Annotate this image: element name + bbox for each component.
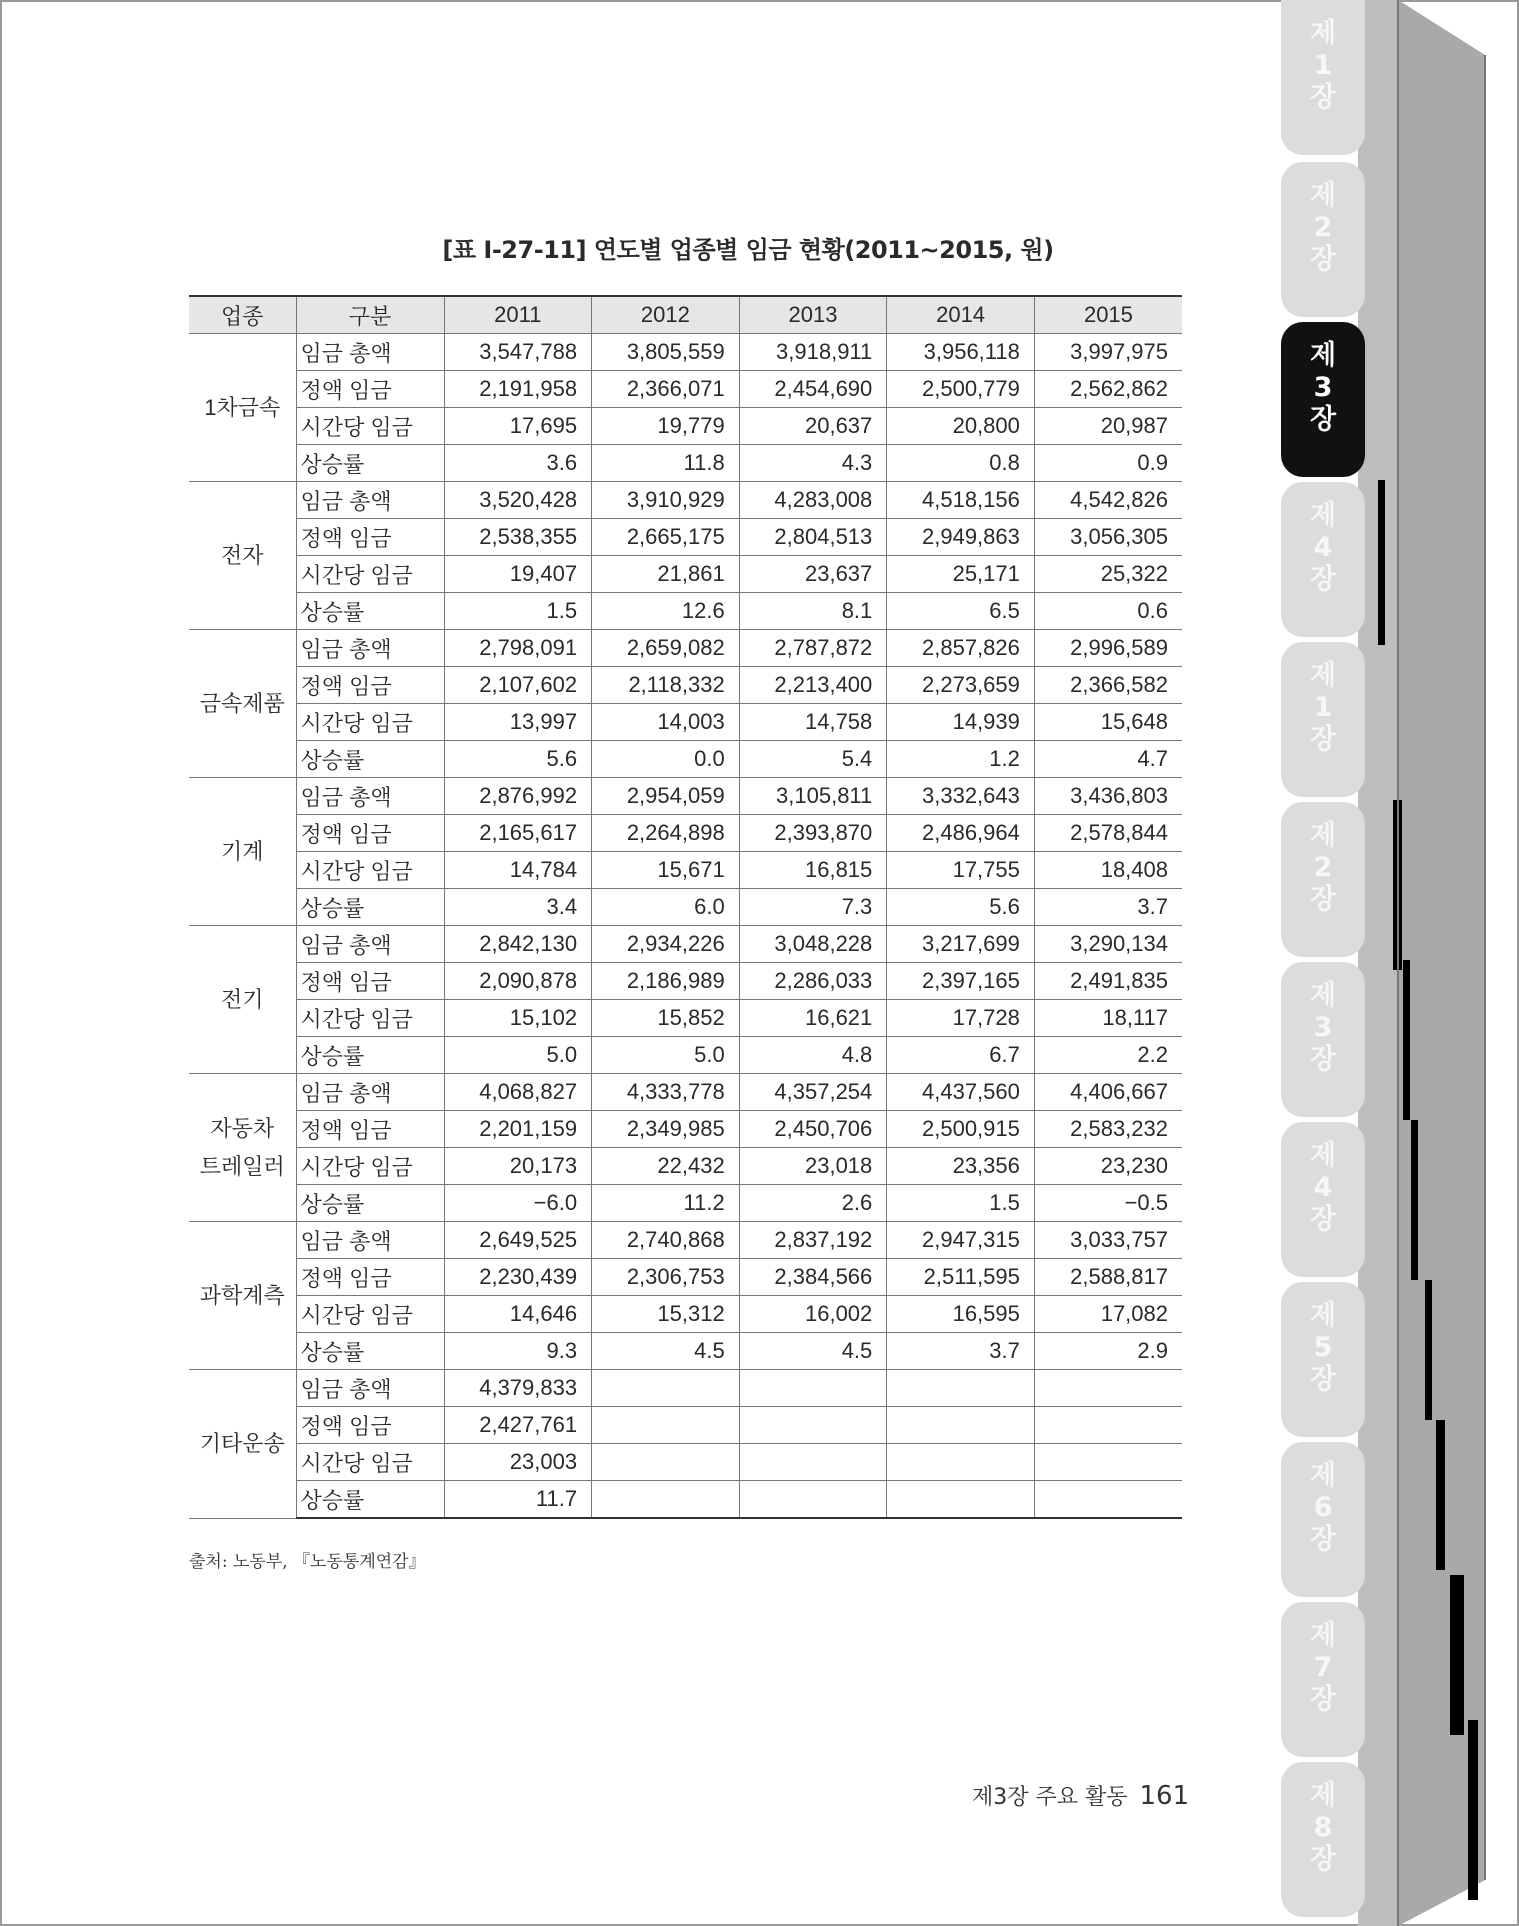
table-row xyxy=(189,1148,1182,1185)
column-header: 2014 xyxy=(887,296,1035,334)
category-cell: 상승률 xyxy=(296,593,444,630)
table-row xyxy=(189,1074,1182,1111)
category-cell: 상승률 xyxy=(296,1481,444,1519)
value-cell: 2,954,059 xyxy=(592,778,740,815)
chapter-tab-char: 5 xyxy=(1313,1332,1333,1363)
table-title: [표 Ⅰ-27-11] 연도별 업종별 임금 현황(2011~2015, 원) xyxy=(442,236,1054,264)
value-cell: 2,500,779 xyxy=(887,371,1035,408)
table-row xyxy=(189,1296,1182,1333)
value-cell: 18,117 xyxy=(1034,1000,1182,1037)
chapter-tab-char: 7 xyxy=(1313,1652,1333,1683)
industry-cell: 1차금속 xyxy=(189,334,296,482)
chapter-tab-char: 제 xyxy=(1309,1460,1337,1491)
chapter-tab-char: 제 xyxy=(1309,660,1337,691)
category-cell: 정액 임금 xyxy=(296,1111,444,1148)
table-row xyxy=(189,1259,1182,1296)
value-cell: 21,861 xyxy=(592,556,740,593)
value-cell: 3,956,118 xyxy=(887,334,1035,371)
value-cell: 2,511,595 xyxy=(887,1259,1035,1296)
value-cell: 4.5 xyxy=(739,1333,887,1370)
value-cell: 5.6 xyxy=(887,889,1035,926)
value-cell: 2,393,870 xyxy=(739,815,887,852)
value-cell: 2,118,332 xyxy=(592,667,740,704)
value-cell: 2,191,958 xyxy=(444,371,592,408)
value-cell: 1.5 xyxy=(887,1185,1035,1222)
value-cell: 2,454,690 xyxy=(739,371,887,408)
value-cell: 4,283,008 xyxy=(739,482,887,519)
value-cell: 2,996,589 xyxy=(1034,630,1182,667)
value-cell: 20,637 xyxy=(739,408,887,445)
value-cell xyxy=(739,1481,887,1519)
value-cell: 3,520,428 xyxy=(444,482,592,519)
value-cell: 20,800 xyxy=(887,408,1035,445)
value-cell: 4,406,667 xyxy=(1034,1074,1182,1111)
page-footer xyxy=(972,1780,1189,1811)
industry-cell: 전기 xyxy=(189,926,296,1074)
value-cell: 2,366,582 xyxy=(1034,667,1182,704)
table-row xyxy=(189,667,1182,704)
chapter-tab-char: 제 xyxy=(1309,820,1337,851)
value-cell: 0.0 xyxy=(592,741,740,778)
value-cell: 2,186,989 xyxy=(592,963,740,1000)
chapter-tab-char: 제 xyxy=(1309,1300,1337,1331)
category-cell: 정액 임금 xyxy=(296,1259,444,1296)
value-cell: 2,366,071 xyxy=(592,371,740,408)
value-cell: 17,082 xyxy=(1034,1296,1182,1333)
value-cell: 1.2 xyxy=(887,741,1035,778)
table-row xyxy=(189,963,1182,1000)
value-cell: 3,048,228 xyxy=(739,926,887,963)
value-cell: 2,842,130 xyxy=(444,926,592,963)
table-row xyxy=(189,1222,1182,1259)
value-cell: 5.4 xyxy=(739,741,887,778)
value-cell: 3.6 xyxy=(444,445,592,482)
value-cell: 16,621 xyxy=(739,1000,887,1037)
table-row xyxy=(189,630,1182,667)
value-cell: 2,588,817 xyxy=(1034,1259,1182,1296)
table-row xyxy=(189,1000,1182,1037)
value-cell: 23,230 xyxy=(1034,1148,1182,1185)
value-cell: 2,649,525 xyxy=(444,1222,592,1259)
table-row xyxy=(189,482,1182,519)
value-cell: 2,659,082 xyxy=(592,630,740,667)
table-row xyxy=(189,778,1182,815)
value-cell: 4.8 xyxy=(739,1037,887,1074)
chapter-tab-char: 제 xyxy=(1309,180,1337,211)
value-cell: 13,997 xyxy=(444,704,592,741)
value-cell: 0.8 xyxy=(887,445,1035,482)
value-cell: 11.8 xyxy=(592,445,740,482)
value-cell: 3,105,811 xyxy=(739,778,887,815)
value-cell: 0.6 xyxy=(1034,593,1182,630)
chapter-tab-char: 장 xyxy=(1309,1524,1337,1555)
value-cell xyxy=(739,1444,887,1481)
table-row xyxy=(189,371,1182,408)
category-cell: 시간당 임금 xyxy=(296,704,444,741)
industry-cell: 과학계측 xyxy=(189,1222,296,1370)
table-row xyxy=(189,1370,1182,1407)
table-row xyxy=(189,815,1182,852)
value-cell: 23,637 xyxy=(739,556,887,593)
table-row xyxy=(189,408,1182,445)
value-cell: 3,332,643 xyxy=(887,778,1035,815)
value-cell xyxy=(592,1481,740,1519)
chapter-tab-char: 장 xyxy=(1309,1044,1337,1075)
table-row xyxy=(189,519,1182,556)
chapter-tab[interactable] xyxy=(1281,1442,1365,1597)
value-cell: 2,949,863 xyxy=(887,519,1035,556)
chapter-tab-char: 1 xyxy=(1313,50,1333,81)
category-cell: 시간당 임금 xyxy=(296,1000,444,1037)
chapter-tab[interactable] xyxy=(1281,962,1365,1117)
page-number: 161 xyxy=(1139,1781,1190,1811)
value-cell: 3.7 xyxy=(887,1333,1035,1370)
value-cell xyxy=(592,1370,740,1407)
value-cell xyxy=(592,1407,740,1444)
chapter-tab-char: 장 xyxy=(1309,82,1337,113)
value-cell: 3,805,559 xyxy=(592,334,740,371)
category-cell: 상승률 xyxy=(296,1037,444,1074)
value-cell xyxy=(1034,1444,1182,1481)
chapter-tab-char: 제 xyxy=(1309,18,1337,49)
category-cell: 상승률 xyxy=(296,889,444,926)
table-row xyxy=(189,1333,1182,1370)
value-cell: 0.9 xyxy=(1034,445,1182,482)
value-cell: 15,312 xyxy=(592,1296,740,1333)
chapter-tab-char: 장 xyxy=(1309,724,1337,755)
value-cell: 14,646 xyxy=(444,1296,592,1333)
source-note: 출처: 노동부, 『노동통계연감』 xyxy=(189,1552,426,1572)
category-cell: 상승률 xyxy=(296,1185,444,1222)
value-cell: 2,837,192 xyxy=(739,1222,887,1259)
industry-cell: 기타운송 xyxy=(189,1370,296,1519)
value-cell: 2,349,985 xyxy=(592,1111,740,1148)
table-row xyxy=(189,1407,1182,1444)
chapter-tab-char: 장 xyxy=(1309,1364,1337,1395)
value-cell: 17,728 xyxy=(887,1000,1035,1037)
value-cell: 2,857,826 xyxy=(887,630,1035,667)
value-cell: 2,500,915 xyxy=(887,1111,1035,1148)
category-cell: 시간당 임금 xyxy=(296,1444,444,1481)
value-cell: 7.3 xyxy=(739,889,887,926)
column-header: 2015 xyxy=(1034,296,1182,334)
value-cell: 2,934,226 xyxy=(592,926,740,963)
table-row xyxy=(189,1037,1182,1074)
value-cell: 14,784 xyxy=(444,852,592,889)
category-cell: 정액 임금 xyxy=(296,519,444,556)
value-cell: 2,876,992 xyxy=(444,778,592,815)
value-cell: 2,273,659 xyxy=(887,667,1035,704)
value-cell: 6.7 xyxy=(887,1037,1035,1074)
column-header: 구분 xyxy=(296,296,444,334)
chapter-tab-char: 제 xyxy=(1309,1140,1337,1171)
value-cell: 25,322 xyxy=(1034,556,1182,593)
category-cell: 상승률 xyxy=(296,741,444,778)
value-cell: 2.9 xyxy=(1034,1333,1182,1370)
category-cell: 시간당 임금 xyxy=(296,1148,444,1185)
chapter-tab[interactable] xyxy=(1281,0,1365,155)
value-cell xyxy=(887,1407,1035,1444)
value-cell: 4,333,778 xyxy=(592,1074,740,1111)
value-cell: −6.0 xyxy=(444,1185,592,1222)
category-cell: 시간당 임금 xyxy=(296,556,444,593)
value-cell: 3,290,134 xyxy=(1034,926,1182,963)
industry-cell: 기계 xyxy=(189,778,296,926)
value-cell: 4,437,560 xyxy=(887,1074,1035,1111)
category-cell: 정액 임금 xyxy=(296,963,444,1000)
value-cell: 2,665,175 xyxy=(592,519,740,556)
value-cell: 4.7 xyxy=(1034,741,1182,778)
value-cell: 3,547,788 xyxy=(444,334,592,371)
chapter-tab[interactable] xyxy=(1281,322,1365,477)
value-cell: 5.6 xyxy=(444,741,592,778)
table-row xyxy=(189,593,1182,630)
value-cell: 2,947,315 xyxy=(887,1222,1035,1259)
value-cell xyxy=(1034,1481,1182,1519)
value-cell: 2,450,706 xyxy=(739,1111,887,1148)
chapter-tab-char: 장 xyxy=(1309,884,1337,915)
column-header: 2012 xyxy=(592,296,740,334)
chapter-tab[interactable] xyxy=(1281,1602,1365,1757)
value-cell: 2,491,835 xyxy=(1034,963,1182,1000)
value-cell: 2,213,400 xyxy=(739,667,887,704)
value-cell: 3,217,699 xyxy=(887,926,1035,963)
value-cell: 2.6 xyxy=(739,1185,887,1222)
value-cell: 18,408 xyxy=(1034,852,1182,889)
value-cell: 4,379,833 xyxy=(444,1370,592,1407)
value-cell: 15,102 xyxy=(444,1000,592,1037)
chapter-tab-char: 제 xyxy=(1309,500,1337,531)
value-cell: 16,595 xyxy=(887,1296,1035,1333)
value-cell: 16,815 xyxy=(739,852,887,889)
table-row xyxy=(189,1111,1182,1148)
value-cell: 2,740,868 xyxy=(592,1222,740,1259)
value-cell: 2,583,232 xyxy=(1034,1111,1182,1148)
value-cell: 2,538,355 xyxy=(444,519,592,556)
value-cell: 17,695 xyxy=(444,408,592,445)
table-row xyxy=(189,926,1182,963)
value-cell: 23,018 xyxy=(739,1148,887,1185)
chapter-tab-char: 2 xyxy=(1313,212,1333,243)
chapter-tab-char: 6 xyxy=(1313,1492,1333,1523)
value-cell xyxy=(1034,1370,1182,1407)
chapter-tab-char: 장 xyxy=(1309,404,1337,435)
chapter-tab-char: 장 xyxy=(1309,1844,1337,1875)
value-cell: 14,758 xyxy=(739,704,887,741)
chapter-tab-char: 8 xyxy=(1313,1812,1333,1843)
value-cell: 15,852 xyxy=(592,1000,740,1037)
table-row xyxy=(189,889,1182,926)
value-cell: 6.0 xyxy=(592,889,740,926)
value-cell xyxy=(739,1370,887,1407)
chapter-tab-char: 3 xyxy=(1313,1012,1333,1043)
value-cell: 25,171 xyxy=(887,556,1035,593)
chapter-tab-char: 제 xyxy=(1309,340,1337,371)
table-row xyxy=(189,852,1182,889)
table-row xyxy=(189,1444,1182,1481)
table-row xyxy=(189,1481,1182,1519)
chapter-tab-char: 장 xyxy=(1309,1204,1337,1235)
column-header: 업종 xyxy=(189,296,296,334)
chapter-tab-char: 제 xyxy=(1309,980,1337,1011)
value-cell: 2,787,872 xyxy=(739,630,887,667)
value-cell: 2.2 xyxy=(1034,1037,1182,1074)
value-cell: −0.5 xyxy=(1034,1185,1182,1222)
value-cell: 8.1 xyxy=(739,593,887,630)
chapter-tab[interactable] xyxy=(1281,1122,1365,1277)
value-cell: 19,779 xyxy=(592,408,740,445)
value-cell: 2,562,862 xyxy=(1034,371,1182,408)
wage-table xyxy=(189,295,1182,1519)
value-cell: 2,397,165 xyxy=(887,963,1035,1000)
value-cell: 12.6 xyxy=(592,593,740,630)
value-cell: 2,486,964 xyxy=(887,815,1035,852)
value-cell: 2,798,091 xyxy=(444,630,592,667)
category-cell: 임금 총액 xyxy=(296,1370,444,1407)
category-cell: 임금 총액 xyxy=(296,334,444,371)
value-cell: 4.3 xyxy=(739,445,887,482)
value-cell: 4,518,156 xyxy=(887,482,1035,519)
value-cell: 4,357,254 xyxy=(739,1074,887,1111)
value-cell: 2,306,753 xyxy=(592,1259,740,1296)
category-cell: 정액 임금 xyxy=(296,815,444,852)
category-cell: 시간당 임금 xyxy=(296,852,444,889)
category-cell: 임금 총액 xyxy=(296,630,444,667)
chapter-tab-char: 3 xyxy=(1313,372,1333,403)
chapter-tab[interactable] xyxy=(1281,642,1365,797)
value-cell: 3.7 xyxy=(1034,889,1182,926)
chapter-tab-char: 장 xyxy=(1309,564,1337,595)
value-cell: 3,056,305 xyxy=(1034,519,1182,556)
value-cell: 2,090,878 xyxy=(444,963,592,1000)
value-cell: 2,264,898 xyxy=(592,815,740,852)
value-cell: 20,987 xyxy=(1034,408,1182,445)
value-cell: 4.5 xyxy=(592,1333,740,1370)
value-cell: 4,068,827 xyxy=(444,1074,592,1111)
table-row xyxy=(189,741,1182,778)
value-cell xyxy=(739,1407,887,1444)
value-cell xyxy=(887,1481,1035,1519)
chapter-tab[interactable] xyxy=(1281,802,1365,957)
category-cell: 임금 총액 xyxy=(296,1074,444,1111)
category-cell: 시간당 임금 xyxy=(296,1296,444,1333)
chapter-tab[interactable] xyxy=(1281,1282,1365,1437)
category-cell: 시간당 임금 xyxy=(296,408,444,445)
chapter-tab[interactable] xyxy=(1281,162,1365,317)
table-header-row xyxy=(189,296,1182,334)
value-cell: 2,107,602 xyxy=(444,667,592,704)
category-cell: 임금 총액 xyxy=(296,482,444,519)
chapter-tab-char: 장 xyxy=(1309,1684,1337,1715)
value-cell: 15,671 xyxy=(592,852,740,889)
industry-cell: 전자 xyxy=(189,482,296,630)
table-row xyxy=(189,1185,1182,1222)
value-cell: 5.0 xyxy=(592,1037,740,1074)
value-cell: 2,165,617 xyxy=(444,815,592,852)
category-cell: 임금 총액 xyxy=(296,1222,444,1259)
value-cell: 2,427,761 xyxy=(444,1407,592,1444)
value-cell: 3,918,911 xyxy=(739,334,887,371)
value-cell xyxy=(1034,1407,1182,1444)
value-cell: 4,542,826 xyxy=(1034,482,1182,519)
value-cell: 15,648 xyxy=(1034,704,1182,741)
value-cell: 23,356 xyxy=(887,1148,1035,1185)
chapter-tab-char: 1 xyxy=(1313,692,1333,723)
value-cell: 2,578,844 xyxy=(1034,815,1182,852)
value-cell: 22,432 xyxy=(592,1148,740,1185)
value-cell xyxy=(592,1444,740,1481)
category-cell: 상승률 xyxy=(296,445,444,482)
industry-cell: 금속제품 xyxy=(189,630,296,778)
value-cell: 16,002 xyxy=(739,1296,887,1333)
value-cell: 17,755 xyxy=(887,852,1035,889)
value-cell: 11.7 xyxy=(444,1481,592,1519)
category-cell: 정액 임금 xyxy=(296,371,444,408)
chapter-tab-char: 제 xyxy=(1309,1780,1337,1811)
value-cell xyxy=(887,1370,1035,1407)
value-cell: 3,033,757 xyxy=(1034,1222,1182,1259)
category-cell: 상승률 xyxy=(296,1333,444,1370)
chapter-tab[interactable] xyxy=(1281,482,1365,637)
column-header: 2011 xyxy=(444,296,592,334)
value-cell: 19,407 xyxy=(444,556,592,593)
chapter-tab-char: 제 xyxy=(1309,1620,1337,1651)
category-cell: 정액 임금 xyxy=(296,1407,444,1444)
category-cell: 임금 총액 xyxy=(296,926,444,963)
category-cell: 정액 임금 xyxy=(296,667,444,704)
table-row xyxy=(189,445,1182,482)
value-cell xyxy=(887,1444,1035,1481)
value-cell: 23,003 xyxy=(444,1444,592,1481)
value-cell: 2,201,159 xyxy=(444,1111,592,1148)
value-cell: 11.2 xyxy=(592,1185,740,1222)
chapter-tab-char: 4 xyxy=(1313,1172,1333,1203)
value-cell: 2,230,439 xyxy=(444,1259,592,1296)
table-row xyxy=(189,334,1182,371)
footer-chapter: 제3장 주요 활동 xyxy=(972,1785,1128,1810)
chapter-tab[interactable] xyxy=(1281,1762,1365,1917)
value-cell: 20,173 xyxy=(444,1148,592,1185)
category-cell: 임금 총액 xyxy=(296,778,444,815)
chapter-tab-char: 2 xyxy=(1313,852,1333,883)
industry-cell: 자동차 트레일러 xyxy=(189,1074,296,1222)
value-cell: 3,436,803 xyxy=(1034,778,1182,815)
table-row xyxy=(189,556,1182,593)
chapter-tab-char: 장 xyxy=(1309,244,1337,275)
value-cell: 1.5 xyxy=(444,593,592,630)
column-header: 2013 xyxy=(739,296,887,334)
value-cell: 14,003 xyxy=(592,704,740,741)
value-cell: 3.4 xyxy=(444,889,592,926)
value-cell: 5.0 xyxy=(444,1037,592,1074)
value-cell: 9.3 xyxy=(444,1333,592,1370)
value-cell: 2,286,033 xyxy=(739,963,887,1000)
value-cell: 3,910,929 xyxy=(592,482,740,519)
chapter-tab-char: 4 xyxy=(1313,532,1333,563)
value-cell: 3,997,975 xyxy=(1034,334,1182,371)
value-cell: 2,384,566 xyxy=(739,1259,887,1296)
value-cell: 14,939 xyxy=(887,704,1035,741)
value-cell: 6.5 xyxy=(887,593,1035,630)
table-row xyxy=(189,704,1182,741)
value-cell: 2,804,513 xyxy=(739,519,887,556)
